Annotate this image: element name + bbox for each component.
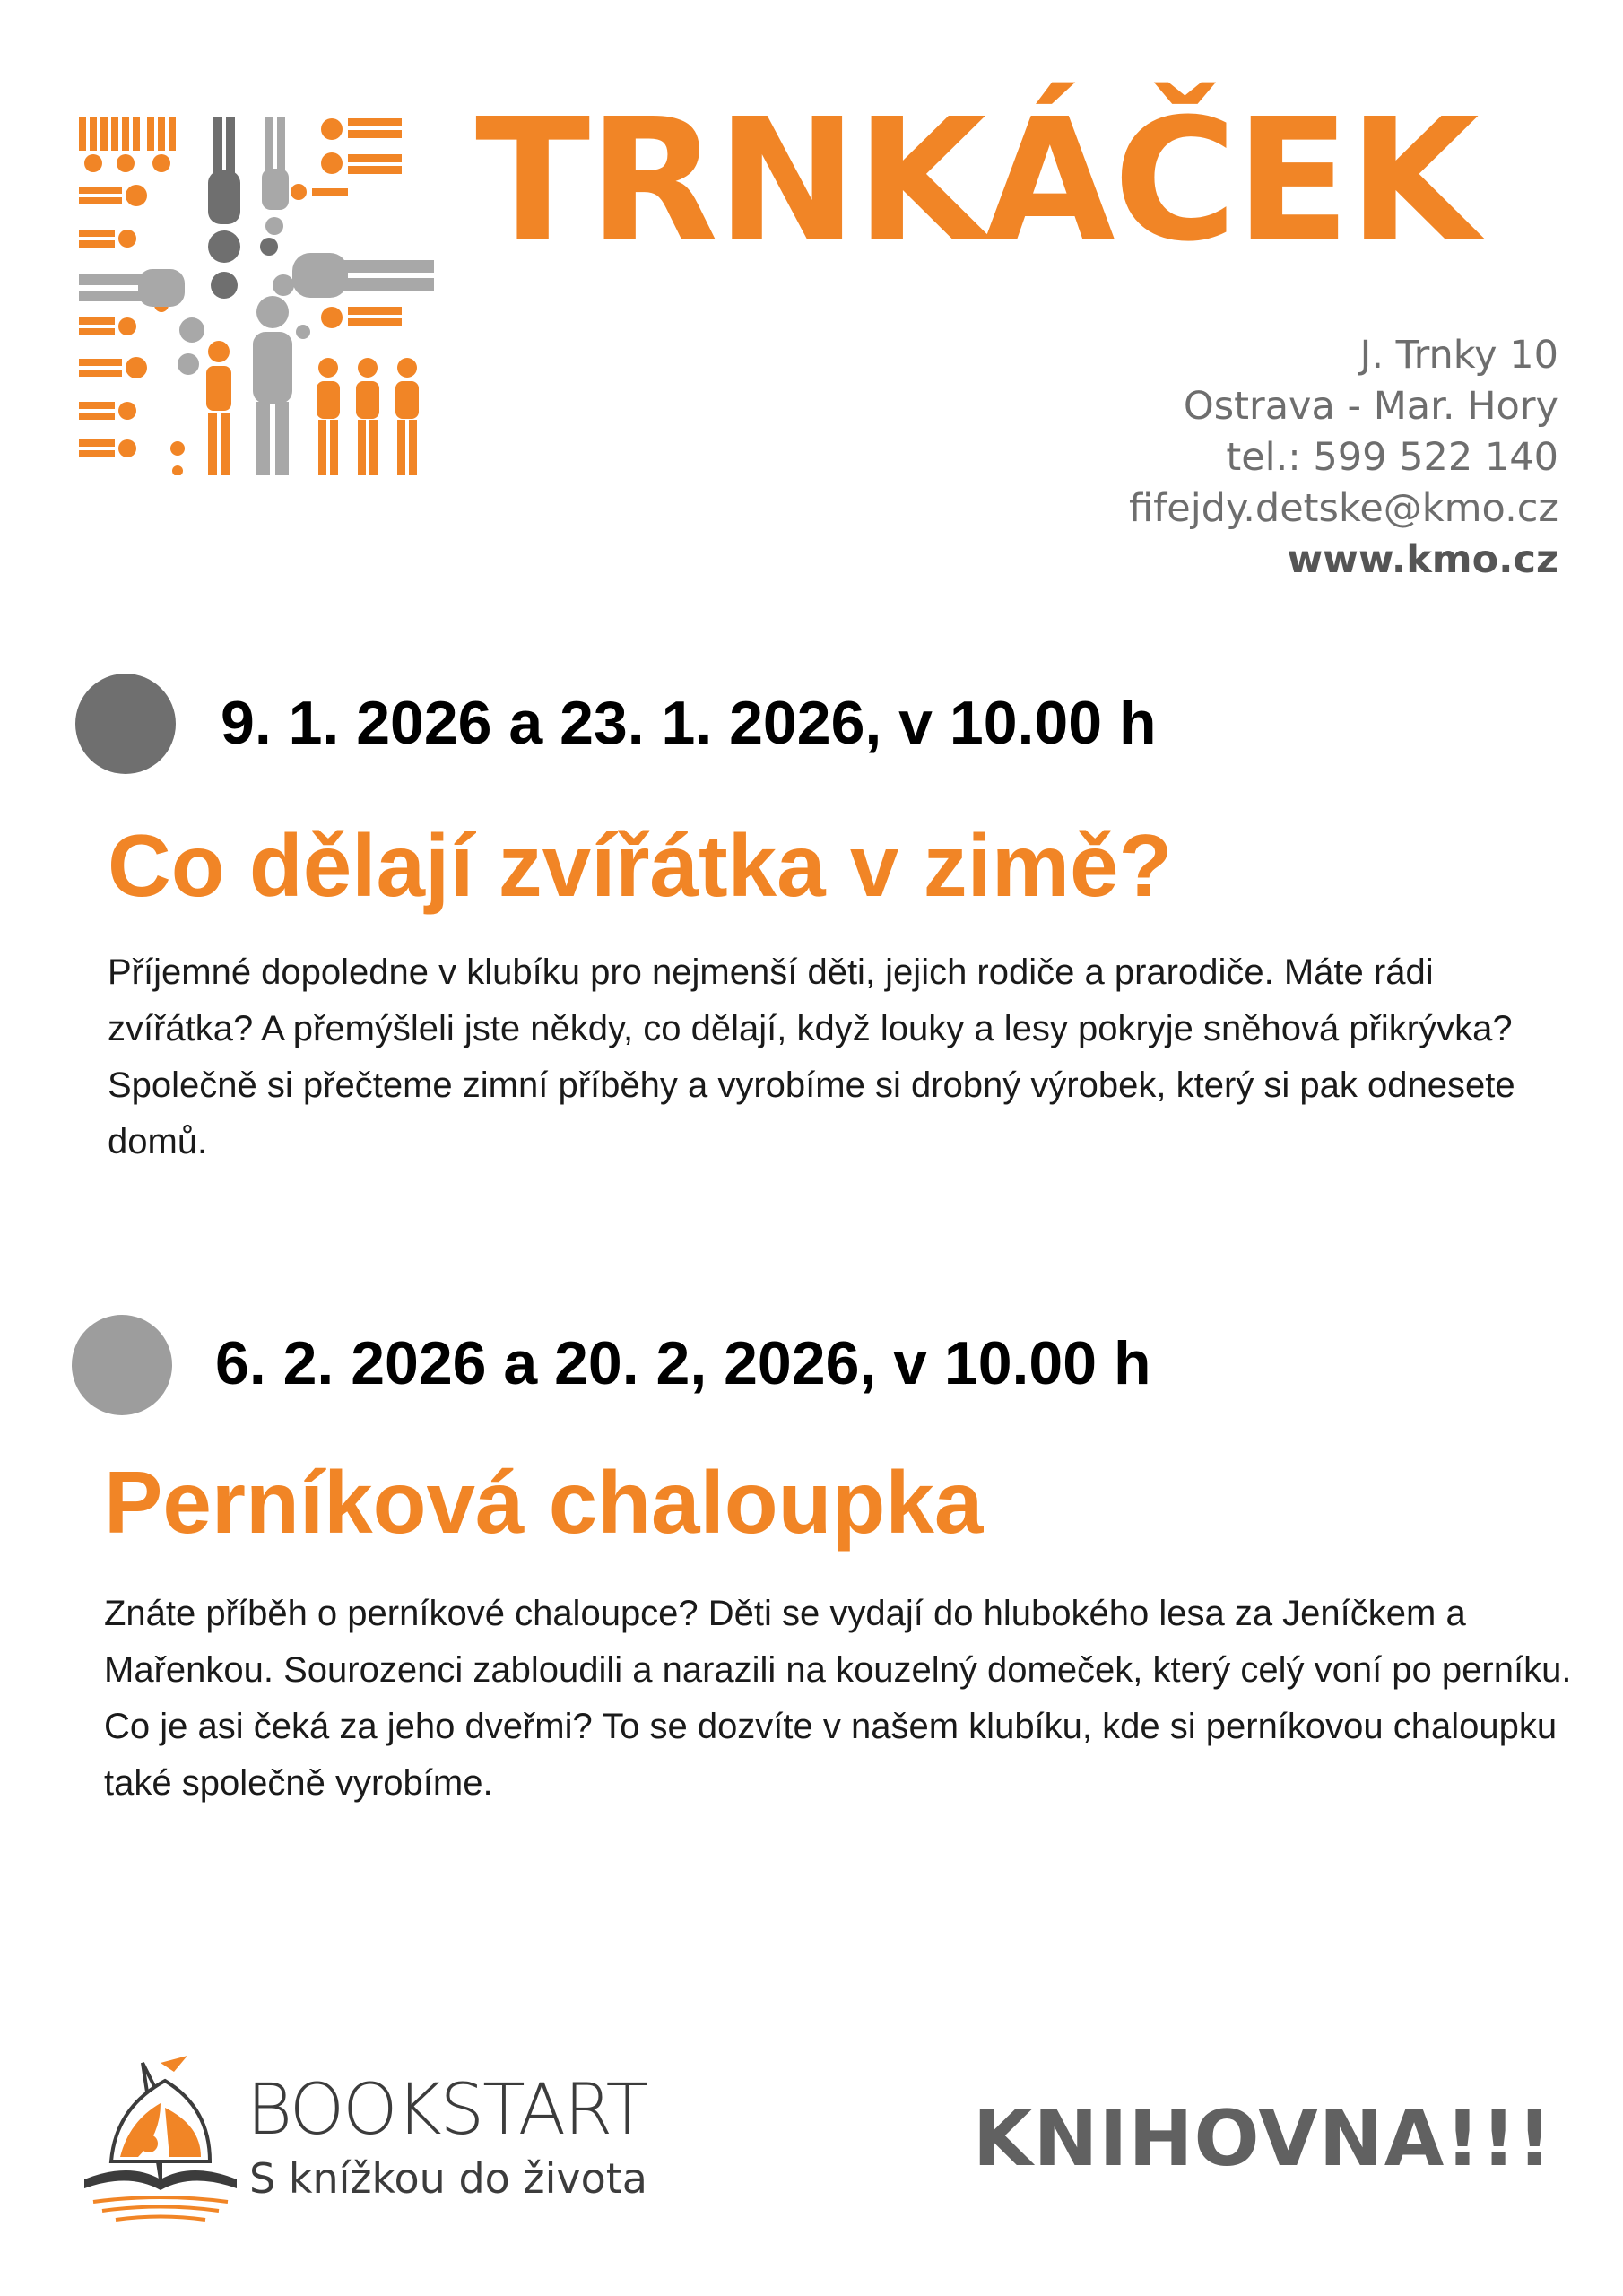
event-description: Znáte příběh o perníkové chaloupce? Děti se vydají do hlubokého lesa za Jeníčkem a Mařenkou. Sourozenci zabloudili a narazili na kouzelný domeček, který celý voní po perníku. Co je asi čeká za jeho dveřmi? To se dozvíte v našem klubíku, kde si perníkovou chaloupku také společně vyrobíme. (104, 1594, 1572, 1803)
event-bullet-icon (75, 674, 176, 774)
address-email[interactable]: fifejdy.detske@kmo.cz (1129, 486, 1558, 531)
address-block (1129, 330, 1558, 586)
event-description: Příjemné dopoledne v klubíku pro nejmenší děti, jejich rodiče a prarodiče. Máte rádi zvířátka? A přemýšleli jste někdy, co dělají, když louky a lesy pokryje sněhová přikrývka? Společně si přečteme zimní příběhy a vyrobíme si drobný výrobek, který si pak odnesete domů. (108, 952, 1515, 1161)
address-city: Ostrava - Mar. Hory (1183, 384, 1558, 429)
event-bullet-icon (72, 1315, 172, 1415)
event-date: 6. 2. 2026 a 20. 2, 2026, v 10.00 h (215, 1329, 1151, 1397)
event-date: 9. 1. 2026 a 23. 1. 2026, v 10.00 h (221, 689, 1157, 757)
brand-title: TRNKÁČEK (475, 83, 1478, 279)
bookstart-name: BOOKSTART (247, 2070, 647, 2151)
bookstart-tagline: S knížkou do života (249, 2154, 647, 2203)
address-street: J. Trnky 10 (1359, 333, 1558, 378)
event-title: Perníková chaloupka (104, 1453, 984, 1552)
library-logo: KNIHOVNA!!! (972, 2094, 1553, 2184)
book-ship-icon (75, 2045, 246, 2224)
address-web[interactable]: www.kmo.cz (1287, 537, 1558, 582)
trnkacek-logo-icon (79, 117, 438, 475)
event-title: Co dělají zvířátka v zimě? (108, 816, 1173, 915)
address-phone: tel.: 599 522 140 (1226, 435, 1558, 480)
